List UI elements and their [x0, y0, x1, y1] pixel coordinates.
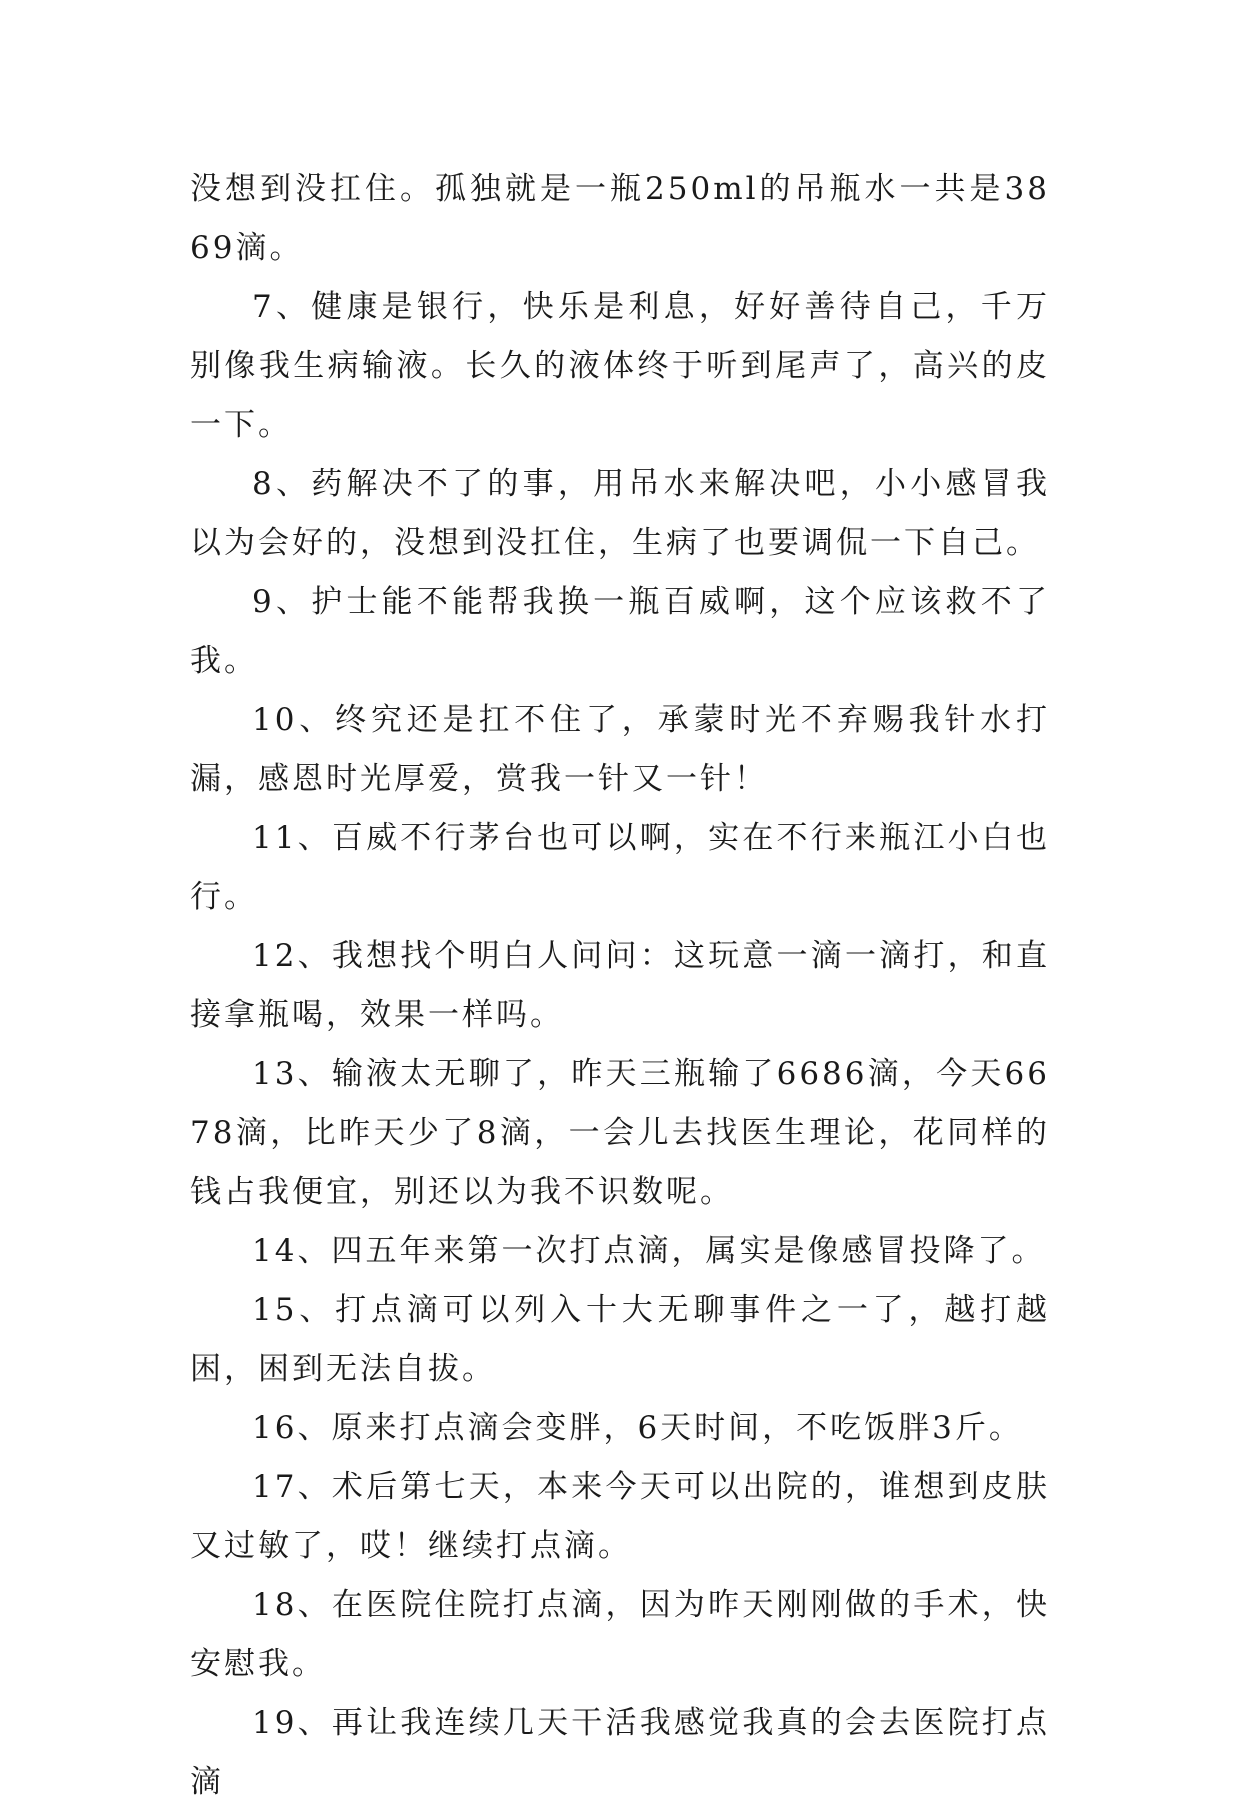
paragraph-item-14: 14、四五年来第一次打点滴，属实是像感冒投降了。	[252, 1233, 1046, 1269]
paragraph-item-11: 11、百威不行茅台也可以啊，实在不行来瓶江小白也行。	[190, 820, 1050, 915]
document-body	[190, 160, 1050, 1812]
paragraph-item-7: 7、健康是银行，快乐是利息，好好善待自己，千万别像我生病输液。长久的液体终于听到尾声了，高兴的皮一下。	[190, 289, 1050, 443]
paragraph-item-9: 9、护士能不能帮我换一瓶百威啊，这个应该救不了我。	[190, 584, 1050, 679]
paragraph-item-12: 12、我想找个明白人问问：这玩意一滴一滴打，和直接拿瓶喝，效果一样吗。	[190, 938, 1050, 1033]
paragraph-continuation: 没想到没扛住。孤独就是一瓶250ml的吊瓶水一共是3869滴。	[190, 171, 1050, 266]
paragraph-item-13: 13、输液太无聊了，昨天三瓶输了6686滴，今天6678滴，比昨天少了8滴，一会儿去找医生理论，花同样的钱占我便宜，别还以为我不识数呢。	[190, 1056, 1050, 1210]
paragraph-item-8: 8、药解决不了的事，用吊水来解决吧，小小感冒我以为会好的，没想到没扛住，生病了也要调侃一下自己。	[190, 466, 1050, 561]
paragraph-item-19: 19、再让我连续几天干活我感觉我真的会去医院打点滴	[190, 1705, 1050, 1800]
paragraph-item-16: 16、原来打点滴会变胖，6天时间，不吃饭胖3斤。	[252, 1410, 1023, 1446]
paragraph-item-10: 10、终究还是扛不住了，承蒙时光不弃赐我针水打漏，感恩时光厚爱，赏我一针又一针！	[190, 702, 1050, 797]
paragraph-item-17: 17、术后第七天，本来今天可以出院的，谁想到皮肤又过敏了，哎！继续打点滴。	[190, 1469, 1050, 1564]
paragraph-item-18: 18、在医院住院打点滴，因为昨天刚刚做的手术，快安慰我。	[190, 1587, 1050, 1682]
paragraph-item-15: 15、打点滴可以列入十大无聊事件之一了，越打越困，困到无法自拔。	[190, 1292, 1050, 1387]
